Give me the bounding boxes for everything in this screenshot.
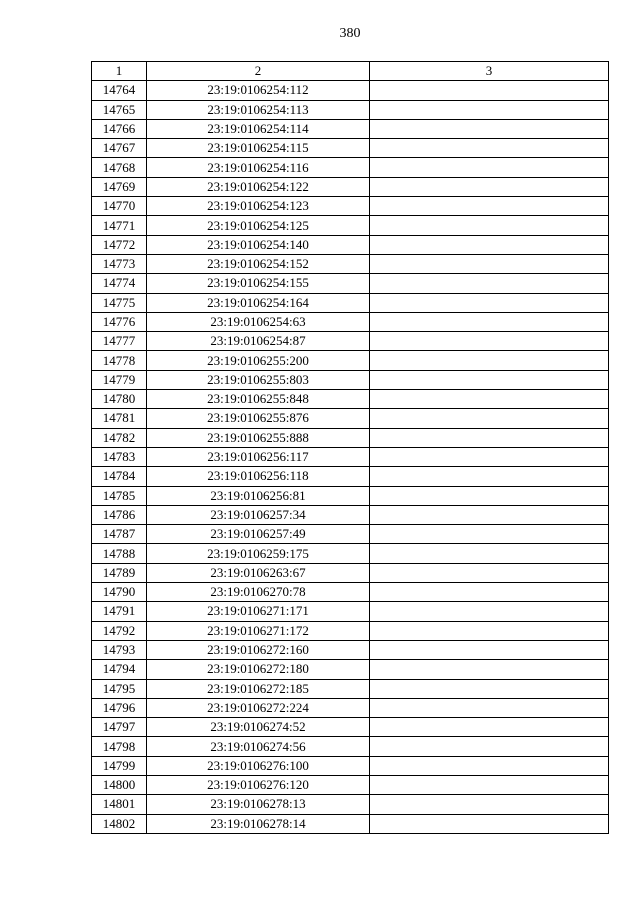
row-number-cell: 14777 — [92, 332, 147, 351]
row-number-cell: 14772 — [92, 235, 147, 254]
notes-cell — [370, 447, 609, 466]
cadastral-number-cell: 23:19:0106254:122 — [147, 177, 370, 196]
row-number-cell: 14802 — [92, 814, 147, 833]
notes-cell — [370, 640, 609, 659]
row-number-cell: 14790 — [92, 583, 147, 602]
table-row — [92, 544, 609, 563]
row-number-cell: 14794 — [92, 660, 147, 679]
cadastral-number-cell: 23:19:0106254:125 — [147, 216, 370, 235]
notes-cell — [370, 197, 609, 216]
row-number-cell: 14796 — [92, 698, 147, 717]
table-row — [92, 583, 609, 602]
row-number-cell: 14776 — [92, 312, 147, 331]
row-number-cell: 14765 — [92, 100, 147, 119]
cadastral-number-cell: 23:19:0106255:803 — [147, 370, 370, 389]
table-row — [92, 775, 609, 794]
cadastral-number-cell: 23:19:0106254:63 — [147, 312, 370, 331]
row-number-cell: 14767 — [92, 139, 147, 158]
notes-cell — [370, 621, 609, 640]
notes-cell — [370, 81, 609, 100]
cadastral-number-cell: 23:19:0106254:87 — [147, 332, 370, 351]
table-row — [92, 621, 609, 640]
table-row — [92, 332, 609, 351]
notes-cell — [370, 679, 609, 698]
row-number-cell: 14766 — [92, 119, 147, 138]
table-row — [92, 679, 609, 698]
cadastral-number-cell: 23:19:0106274:56 — [147, 737, 370, 756]
table-row — [92, 563, 609, 582]
table-row — [92, 486, 609, 505]
notes-cell — [370, 293, 609, 312]
row-number-cell: 14799 — [92, 756, 147, 775]
cadastral-number-cell: 23:19:0106255:848 — [147, 390, 370, 409]
table-row — [92, 254, 609, 273]
notes-cell — [370, 775, 609, 794]
notes-cell — [370, 428, 609, 447]
notes-cell — [370, 486, 609, 505]
cadastral-number-cell: 23:19:0106254:140 — [147, 235, 370, 254]
table-row — [92, 409, 609, 428]
row-number-cell: 14800 — [92, 775, 147, 794]
notes-cell — [370, 583, 609, 602]
cadastral-number-cell: 23:19:0106272:180 — [147, 660, 370, 679]
notes-cell — [370, 660, 609, 679]
cadastral-number-cell: 23:19:0106256:118 — [147, 467, 370, 486]
cadastral-number-cell: 23:19:0106254:114 — [147, 119, 370, 138]
notes-cell — [370, 718, 609, 737]
notes-cell — [370, 467, 609, 486]
table-row — [92, 525, 609, 544]
table-row — [92, 293, 609, 312]
table-row — [92, 351, 609, 370]
table-row — [92, 640, 609, 659]
cadastral-number-cell: 23:19:0106254:152 — [147, 254, 370, 273]
row-number-cell: 14786 — [92, 505, 147, 524]
table-row — [92, 370, 609, 389]
row-number-cell: 14768 — [92, 158, 147, 177]
row-number-cell: 14791 — [92, 602, 147, 621]
column-header-2: 2 — [147, 62, 370, 81]
table-row — [92, 737, 609, 756]
table-body — [92, 81, 609, 834]
row-number-cell: 14779 — [92, 370, 147, 389]
page-number: 380 — [339, 26, 361, 41]
table-row — [92, 660, 609, 679]
cadastral-number-cell: 23:19:0106254:116 — [147, 158, 370, 177]
row-number-cell: 14783 — [92, 447, 147, 466]
table-header — [92, 62, 609, 81]
row-number-cell: 14771 — [92, 216, 147, 235]
cadastral-number-cell: 23:19:0106255:888 — [147, 428, 370, 447]
notes-cell — [370, 332, 609, 351]
notes-cell — [370, 544, 609, 563]
notes-cell — [370, 177, 609, 196]
row-number-cell: 14797 — [92, 718, 147, 737]
table-row — [92, 235, 609, 254]
cadastral-number-cell: 23:19:0106254:164 — [147, 293, 370, 312]
cadastral-number-cell: 23:19:0106263:67 — [147, 563, 370, 582]
cadastral-number-cell: 23:19:0106278:14 — [147, 814, 370, 833]
notes-cell — [370, 795, 609, 814]
cadastral-number-cell: 23:19:0106255:876 — [147, 409, 370, 428]
column-header-3: 3 — [370, 62, 609, 81]
table-row — [92, 814, 609, 833]
cadastral-number-cell: 23:19:0106257:49 — [147, 525, 370, 544]
cadastral-number-cell: 23:19:0106256:81 — [147, 486, 370, 505]
row-number-cell: 14778 — [92, 351, 147, 370]
cadastral-number-cell: 23:19:0106254:113 — [147, 100, 370, 119]
notes-cell — [370, 370, 609, 389]
cadastral-number-cell: 23:19:0106254:115 — [147, 139, 370, 158]
row-number-cell: 14793 — [92, 640, 147, 659]
table-row — [92, 197, 609, 216]
table-row — [92, 274, 609, 293]
notes-cell — [370, 139, 609, 158]
table-row — [92, 139, 609, 158]
table-row — [92, 795, 609, 814]
cadastral-number-cell: 23:19:0106271:171 — [147, 602, 370, 621]
row-number-cell: 14770 — [92, 197, 147, 216]
cadastral-number-cell: 23:19:0106254:123 — [147, 197, 370, 216]
cadastral-number-cell: 23:19:0106276:100 — [147, 756, 370, 775]
row-number-cell: 14789 — [92, 563, 147, 582]
row-number-cell: 14782 — [92, 428, 147, 447]
row-number-cell: 14788 — [92, 544, 147, 563]
table-row — [92, 756, 609, 775]
cadastral-number-cell: 23:19:0106256:117 — [147, 447, 370, 466]
table-row — [92, 447, 609, 466]
notes-cell — [370, 390, 609, 409]
table-row — [92, 81, 609, 100]
table-row — [92, 158, 609, 177]
notes-cell — [370, 737, 609, 756]
row-number-cell: 14798 — [92, 737, 147, 756]
cadastral-number-cell: 23:19:0106254:155 — [147, 274, 370, 293]
header-row — [92, 62, 609, 81]
cadastral-number-cell: 23:19:0106255:200 — [147, 351, 370, 370]
table-row — [92, 428, 609, 447]
table-row — [92, 467, 609, 486]
row-number-cell: 14784 — [92, 467, 147, 486]
notes-cell — [370, 698, 609, 717]
notes-cell — [370, 274, 609, 293]
cadastral-number-cell: 23:19:0106270:78 — [147, 583, 370, 602]
notes-cell — [370, 100, 609, 119]
row-number-cell: 14769 — [92, 177, 147, 196]
notes-cell — [370, 525, 609, 544]
cadastral-number-cell: 23:19:0106257:34 — [147, 505, 370, 524]
notes-cell — [370, 563, 609, 582]
table-row — [92, 698, 609, 717]
notes-cell — [370, 602, 609, 621]
row-number-cell: 14795 — [92, 679, 147, 698]
notes-cell — [370, 505, 609, 524]
notes-cell — [370, 119, 609, 138]
notes-cell — [370, 312, 609, 331]
table-row — [92, 602, 609, 621]
table-row — [92, 505, 609, 524]
cadastral-number-cell: 23:19:0106278:13 — [147, 795, 370, 814]
cadastral-number-cell: 23:19:0106272:160 — [147, 640, 370, 659]
row-number-cell: 14792 — [92, 621, 147, 640]
table-row — [92, 119, 609, 138]
row-number-cell: 14787 — [92, 525, 147, 544]
table-row — [92, 718, 609, 737]
notes-cell — [370, 351, 609, 370]
cadastral-number-cell: 23:19:0106274:52 — [147, 718, 370, 737]
notes-cell — [370, 216, 609, 235]
table-row — [92, 312, 609, 331]
cadastral-number-cell: 23:19:0106271:172 — [147, 621, 370, 640]
cadastral-number-cell: 23:19:0106272:185 — [147, 679, 370, 698]
notes-cell — [370, 158, 609, 177]
table-row — [92, 177, 609, 196]
row-number-cell: 14764 — [92, 81, 147, 100]
table-row — [92, 216, 609, 235]
cadastral-number-cell: 23:19:0106254:112 — [147, 81, 370, 100]
row-number-cell: 14775 — [92, 293, 147, 312]
row-number-cell: 14773 — [92, 254, 147, 273]
row-number-cell: 14781 — [92, 409, 147, 428]
cadastral-number-cell: 23:19:0106259:175 — [147, 544, 370, 563]
notes-cell — [370, 254, 609, 273]
row-number-cell: 14774 — [92, 274, 147, 293]
row-number-cell: 14801 — [92, 795, 147, 814]
notes-cell — [370, 756, 609, 775]
notes-cell — [370, 814, 609, 833]
notes-cell — [370, 409, 609, 428]
column-header-1: 1 — [92, 62, 147, 81]
cadastral-number-cell: 23:19:0106272:224 — [147, 698, 370, 717]
notes-cell — [370, 235, 609, 254]
registry-table — [91, 61, 609, 834]
row-number-cell: 14785 — [92, 486, 147, 505]
table-row — [92, 390, 609, 409]
cadastral-number-cell: 23:19:0106276:120 — [147, 775, 370, 794]
table-row — [92, 100, 609, 119]
row-number-cell: 14780 — [92, 390, 147, 409]
